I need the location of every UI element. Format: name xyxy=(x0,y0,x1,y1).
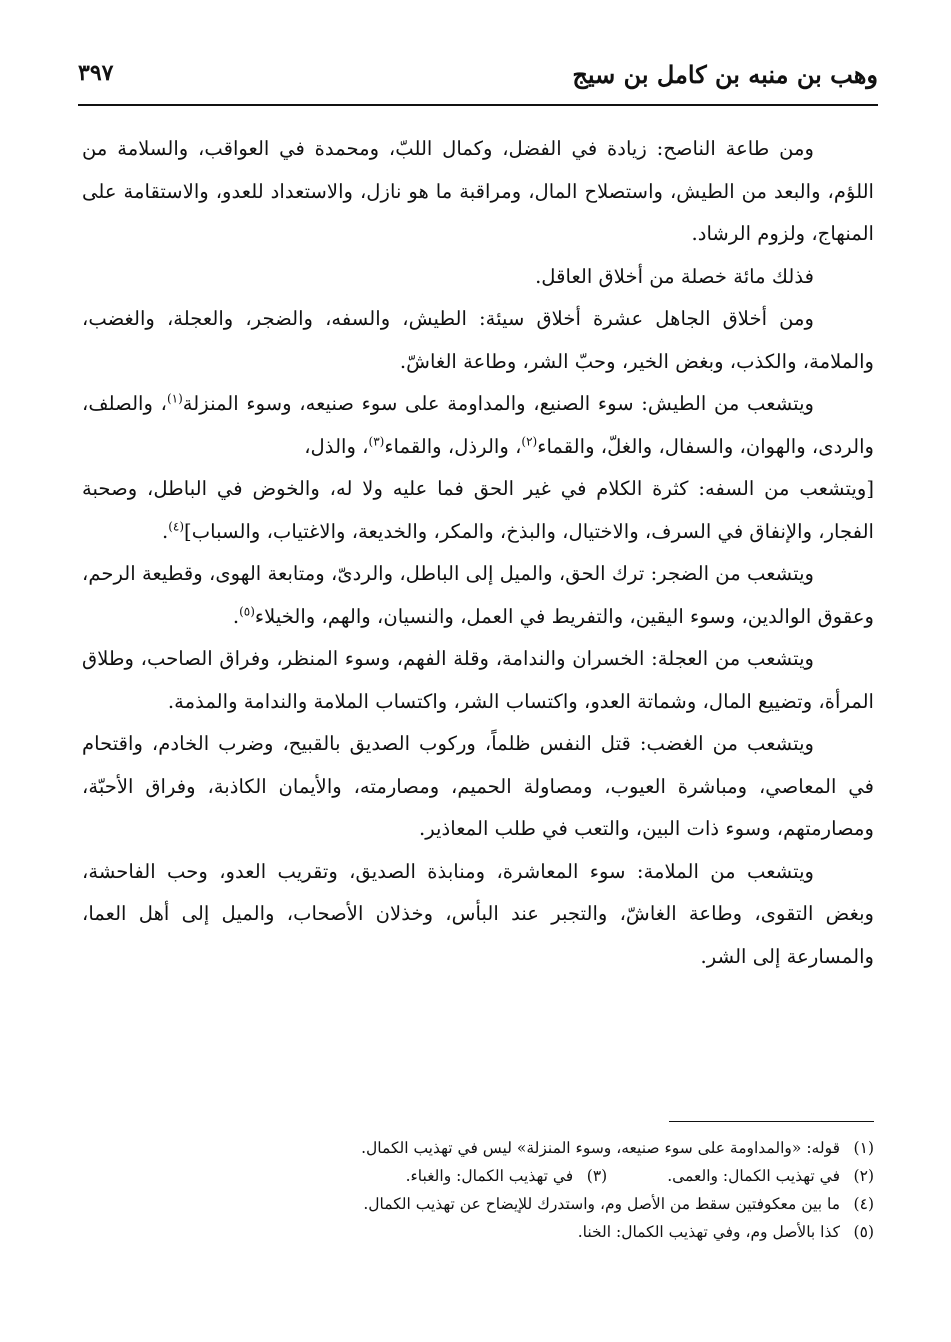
text-run: ، والصلف، والردى، والهوان، والسفال، والغلّ، والقماء xyxy=(82,392,874,458)
footnote-number: (٤) xyxy=(853,1195,874,1213)
paragraph-hundred-traits: فذلك مائة خصلة من أخلاق العاقل. xyxy=(535,264,814,288)
text-run: ويتشعب من الطيش: سوء الصنيع، والمداومة على سوء صنيعه، وسوء المنزلة xyxy=(182,392,815,415)
text-run: . xyxy=(161,519,169,543)
text-run: ، والذل، xyxy=(304,434,369,458)
text-run: ويتشعب من الضجر: ترك الحق، والميل إلى الباطل، والردىّ، ومتابعة الهوى، وقطيعة الرحم، وعقوق الوالدين، وسوء اليقين، والتفريط في العمل، والنسيان، والهم، والخيلاء xyxy=(82,562,874,628)
paragraph-anger: ويتشعب من الغضب: قتل النفس ظلماً، وركوب الصديق بالقبيح، وضرب الخادم، واقتحام في المعاصي، ومباشرة العيوب، ومصاولة الحميم، ومصارمته، والأيمان الكاذبة، وفراق الأحبّة، ومصارمتهم، وسوء ذات البين، والتعب في طلب المعاذير. xyxy=(82,732,874,840)
footnote-ref-2: (٢) xyxy=(521,433,538,448)
footnote-5 xyxy=(82,1218,874,1246)
text-run: . xyxy=(232,604,240,628)
footnote-number: (٢) xyxy=(853,1167,874,1185)
footnote-text: كذا بالأصل وم، وفي تهذيب الكمال: الخنا. xyxy=(577,1223,840,1241)
footnote-number: (٥) xyxy=(853,1223,874,1241)
page-number: ٣٩٧ xyxy=(78,60,114,86)
footnote-ref-3: (٣) xyxy=(368,433,385,448)
main-text xyxy=(82,128,874,978)
paragraph-obedience: ومن طاعة الناصح: زيادة في الفضل، وكمال اللبّ، ومحمدة في العواقب، والسلامة من اللؤم، والبعد من الطيش، واستصلاح المال، ومراقبة ما هو نازل، والاستعداد للعدو، والاستقامة على المنهاج، ولزوم الرشاد. xyxy=(82,137,874,245)
footnote-separator xyxy=(669,1121,874,1122)
footnote-ref-4: (٤) xyxy=(168,518,185,533)
footnote-ref-5: (٥) xyxy=(239,603,255,618)
running-title: وهب بن منبه بن كامل بن سيج xyxy=(572,60,878,89)
footnote-number: (٣) xyxy=(586,1167,608,1185)
footnote-text: في تهذيب الكمال: والعمى. xyxy=(667,1167,840,1185)
paragraph-recklessness xyxy=(82,383,874,468)
paragraph-haste: ويتشعب من العجلة: الخسران والندامة، وقلة الفهم، وسوء المنظر، وفراق الصاحب، وطلاق المرأة، وتضييع المال، وشماتة العدو، واكتساب الشر، واكتساب الملامة والندامة والمذمة. xyxy=(82,647,874,713)
footnote-2-3 xyxy=(82,1162,874,1190)
footnotes xyxy=(82,1134,874,1246)
paragraph-ignorant-traits: ومن أخلاق الجاهل عشرة أخلاق سيئة: الطيش، والسفه، والضجر، والعجلة، والغضب، والملامة، والكذب، وبغض الخير، وحبّ الشر، وطاعة الغاشّ. xyxy=(82,307,874,373)
footnote-4 xyxy=(82,1190,874,1218)
footnote-1 xyxy=(82,1134,874,1162)
footnote-text: قوله: «والمداومة على سوء صنيعه، وسوء المنزلة» ليس في تهذيب الكمال. xyxy=(361,1139,840,1157)
text-run: [ويتشعب من السفه: كثرة الكلام في غير الحق فما عليه ولا له، والخوض في الباطل، وصحبة الفجار، والإنفاق في السرف، والاختيال، والبذخ، والمكر، والخديعة، والاغتياب، والسباب] xyxy=(82,477,874,543)
footnote-number: (١) xyxy=(853,1139,874,1157)
footnote-text: ما بين معكوفتين سقط من الأصل وم، واستدرك للإيضاح عن تهذيب الكمال. xyxy=(363,1195,840,1213)
text-run: ، والرذل، والقماء xyxy=(384,434,522,458)
paragraph-impatience xyxy=(82,553,874,638)
page-header xyxy=(78,56,878,106)
footnote-text: في تهذيب الكمال: والغباء. xyxy=(405,1167,574,1185)
paragraph-foolishness xyxy=(82,468,874,553)
footnote-ref-1: (١) xyxy=(166,391,183,406)
paragraph-blame: ويتشعب من الملامة: سوء المعاشرة، ومنابذة الصديق، وتقريب العدو، وحب الفاحشة، وبغض التقوى، وطاعة الغاشّ، والتجبر عند البأس، وخذلان الأصحاب، والميل إلى أهل العما، والمسارعة إلى الشر. xyxy=(82,859,874,968)
